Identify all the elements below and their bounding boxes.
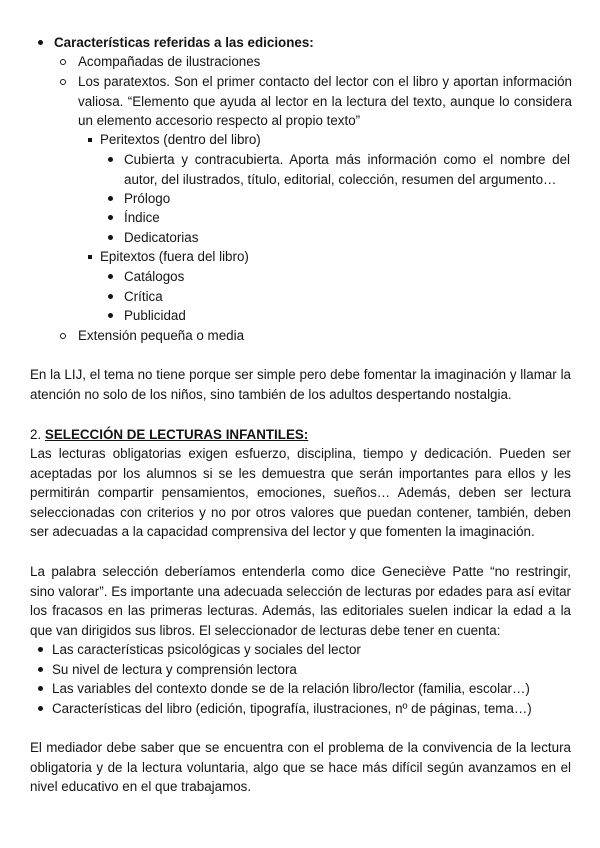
criteria-item: Las características psicológicas y sociales del lector xyxy=(38,640,568,660)
section-2-paragraph-1: Las lecturas obligatorias exigen esfuerzo, disciplina, tiempo y dedicación. Pueden ser aceptadas por los alumnos si se les demuestra que serán importantes para ellos y les permitirán compartir pensamientos, emociones, sueños… Además, deben ser lectura seleccionadas con criterios y no por otros valores que puedan contener, también, deben ser adecuadas a la capacidad comprensiva del lector y que fomenten la imaginación. xyxy=(30,446,571,540)
list-item: Acompañadas de ilustraciones xyxy=(60,52,570,72)
criteria-item: Características del libro (edición, tipografía, ilustraciones, nº de páginas, tema…) xyxy=(38,699,568,719)
list-item: Catálogos xyxy=(108,267,570,287)
bullet-icon xyxy=(108,215,113,220)
circle-bullet-icon xyxy=(60,79,66,85)
square-bullet-icon xyxy=(88,255,92,259)
list-item: Prólogo xyxy=(108,189,570,209)
section-2-paragraph-2: La palabra selección deberíamos entenderla como dice Geneciève Patte “no restringir, sino valorar”. Es importante una adecuada selección de lecturas por edades para así evitar los fracasos en las primeras lecturas. Además, las editoriales suelen indicar la edad a la que van dirigidos sus libros. El seleccionador de lecturas debe tener en cuenta: xyxy=(30,564,571,638)
bullet-icon xyxy=(108,157,113,162)
criteria-item: Su nivel de lectura y comprensión lectora xyxy=(38,660,568,680)
bullet-icon xyxy=(108,294,113,299)
list-item: Crítica xyxy=(108,287,570,307)
section-number: 2. xyxy=(30,427,42,442)
section-2-paragraph-3: El mediador debe saber que se encuentra con el problema de la convivencia de la lectura obligatoria y de la lectura voluntaria, algo que se hace más difícil según avanzamos en el nivel educativo en el que trabajamos. xyxy=(30,740,571,795)
list-item: Cubierta y contracubierta. Aporta más información como el nombre del autor, del ilustrados, título, editorial, colección, resumen del argumento… xyxy=(108,150,570,189)
list-item: Extensión pequeña o media xyxy=(60,326,570,346)
list-item: Publicidad xyxy=(108,306,570,326)
section-title: SELECCIÓN DE LECTURAS INFANTILES: xyxy=(44,427,309,442)
circle-bullet-icon xyxy=(60,333,66,339)
circle-bullet-icon xyxy=(60,59,66,65)
square-bullet-icon xyxy=(88,138,92,142)
list-item-paratextos: Los paratextos. Son el primer contacto del lector con el libro y aportan información valiosa. “Elemento que ayuda al lector en la lectura del texto, aunque lo considera un elemento accesorio respecto al propio texto” xyxy=(60,72,570,131)
bullet-icon xyxy=(38,647,43,652)
bullet-icon xyxy=(108,196,113,201)
epitextos-item: Epitextos (fuera del libro) xyxy=(88,247,568,267)
bullet-icon xyxy=(38,40,43,45)
criteria-item: Las variables del contexto donde se de la relación libro/lector (familia, escolar…) xyxy=(38,679,568,699)
lij-paragraph: En la LIJ, el tema no tiene porque ser simple pero debe fomentar la imaginación y llamar la atención no solo de los niños, sino también de los adultos despertando nostalgia. xyxy=(30,367,571,402)
bullet-icon xyxy=(38,667,43,672)
bullet-icon xyxy=(108,313,113,318)
bullet-icon xyxy=(108,274,113,279)
edition-heading: Características referidas a las ediciones: xyxy=(54,35,314,50)
bullet-icon xyxy=(38,686,43,691)
bullet-icon xyxy=(108,235,113,240)
section-2-heading xyxy=(30,425,571,445)
bullet-icon xyxy=(38,706,43,711)
peritextos-item: Peritextos (dentro del libro) xyxy=(88,130,568,150)
list-item: Dedicatorias xyxy=(108,228,570,248)
list-item: Índice xyxy=(108,208,570,228)
